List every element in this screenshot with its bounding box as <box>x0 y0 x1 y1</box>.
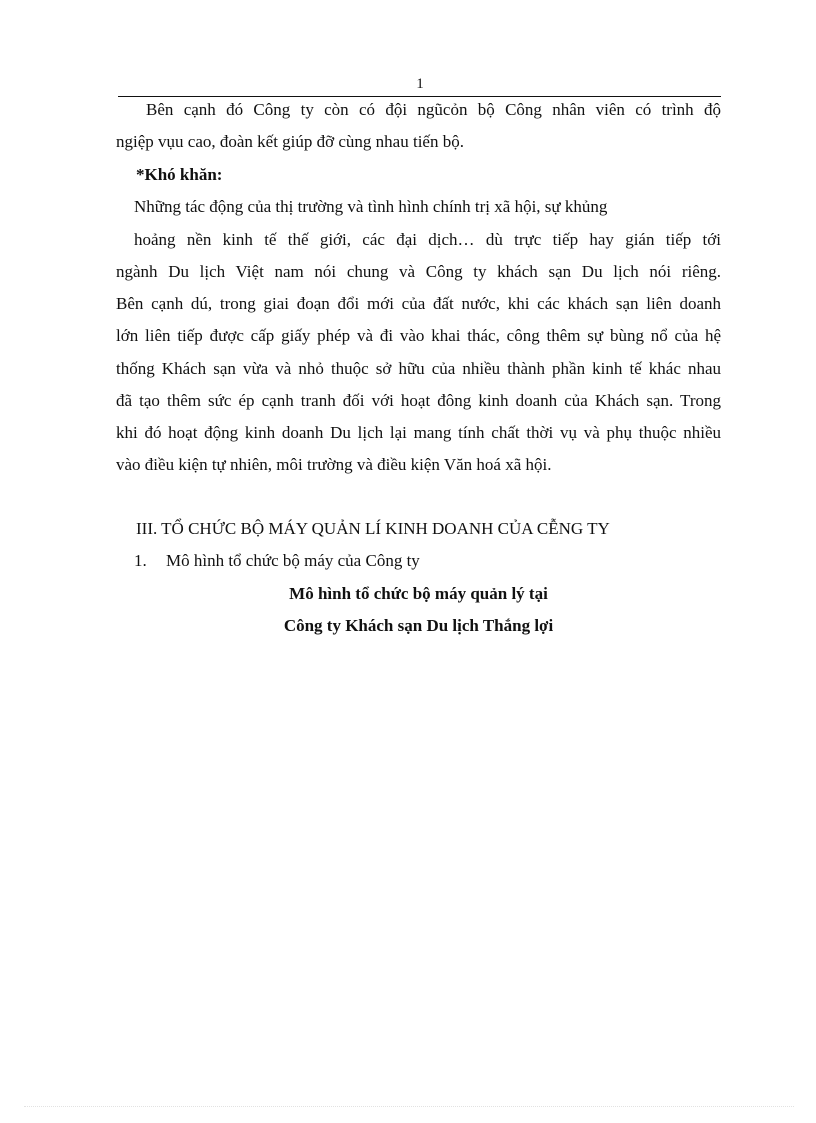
paragraph-2-line-8: khi đó hoạt động kinh doanh Du lịch lại mang tính chất thời vụ và phụ thuộc nhiều <box>116 423 721 442</box>
paragraph-2-line-1: Những tác động của thị trường và tình hình chính trị xã hội, sự khủng <box>134 197 608 216</box>
figure-title-line-1: Mô hình tổ chức bộ máy quản lý tại <box>289 584 548 603</box>
paragraph-2-line-4: Bên cạnh dú, trong giai đoạn đổi mới của đất nước, khi các khách sạn liên doanh <box>116 294 721 313</box>
paragraph-2-line-2: hoảng nền kinh tế thế giới, các đại dịch… dù trực tiếp hay gián tiếp tới <box>134 230 721 249</box>
paragraph-2-line-9: vào điều kiện tự nhiên, môi trường và điều kiện Văn hoá xã hội. <box>116 455 552 474</box>
section-heading: III. TỔ CHỨC BỘ MÁY QUẢN LÍ KINH DOANH CỦA CỄNG TY <box>136 519 610 538</box>
section-item-text: Mô hình tổ chức bộ máy của Công ty <box>166 551 420 570</box>
paragraph-2-line-7: đã tạo thêm sức ép cạnh tranh đối với hoạt đông kinh doanh của Khách sạn. Trong <box>116 391 721 410</box>
difficulty-heading: *Khó khăn: <box>136 165 223 184</box>
header-rule <box>118 96 721 97</box>
paragraph-2-line-3: ngành Du lịch Việt nam nói chung và Công ty khách sạn Du lịch nói riêng. <box>116 262 721 281</box>
paragraph-1-line-2: ngiệp vụu cao, đoàn kết giúp đỡ cùng nhau tiến bộ. <box>116 132 464 151</box>
section-item-number: 1. <box>134 551 147 570</box>
figure-title-line-2: Công ty Khách sạn Du lịch Thắng lợi <box>283 616 554 635</box>
page-bottom-border <box>24 1106 794 1107</box>
paragraph-1-line-1: Bên cạnh đó Công ty còn có đội ngũcỏn bộ Công nhân viên có trình độ <box>146 100 721 119</box>
paragraph-2-line-5: lớn liên tiếp được cấp giấy phép và đi vào khai thác, công thêm sự bùng nổ của hệ <box>116 326 721 345</box>
page-number: 1 <box>416 76 424 92</box>
paragraph-2-line-6: thống Khách sạn vừa và nhỏ thuộc sở hữu của nhiều thành phần kinh tế khác nhau <box>116 359 721 378</box>
